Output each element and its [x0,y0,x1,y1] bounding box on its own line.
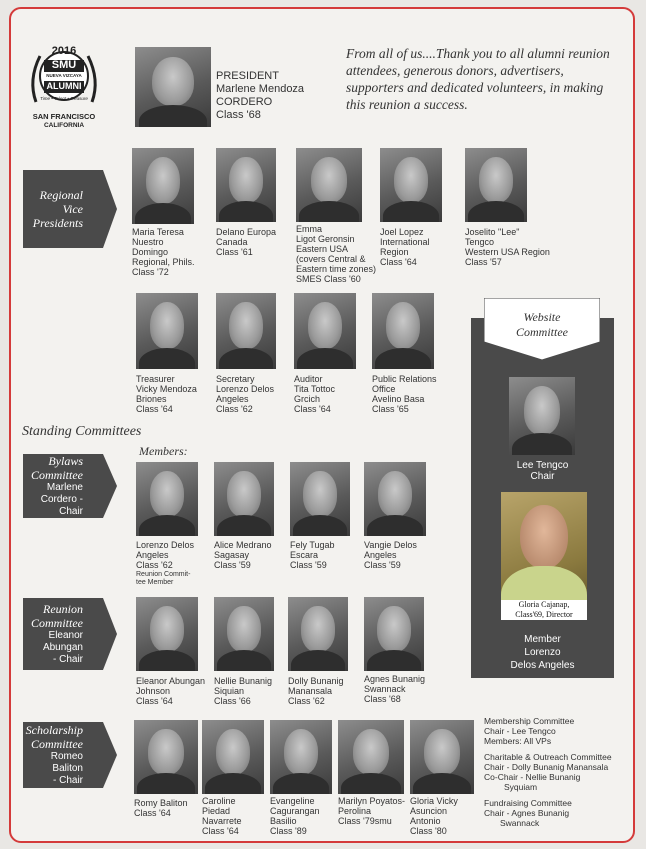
regional-vp-caption: Maria Teresa Nuestro Domingo Regional, Phils. Class '72 [132,227,195,277]
reunion-committee-label: Reunion Committee Eleanor Abungan - Chair [23,598,103,670]
logo-sub: NUEVA VIZCAYA [46,73,82,78]
officer-caption: Public Relations Office Avelino Basa Class '65 [372,374,437,414]
charitable-committee: Charitable & Outreach Committee Chair - Dolly Bunanig Manansala Co-Chair - Nellie Bunanig Syquiam [484,752,612,792]
reunion-member-caption: Dolly Bunanig Manansala Class '62 [288,676,344,706]
bylaws-member-caption: Fely Tugab Escara Class '59 [290,540,335,570]
scholarship-member-photo [134,720,198,794]
logo-motto: Time • Talent • Treasure [40,96,88,101]
officer-caption: Secretary Lorenzo Delos Angeles Class '62 [216,374,275,414]
officer-photo [136,293,198,369]
logo-state: CALIFORNIA [43,122,85,129]
bylaws-member-caption: Lorenzo Delos Angeles Class '62 [136,540,195,570]
website-chair-caption: Lee Tengco Chair [516,460,569,482]
reunion-member-caption: Agnes Bunanig Swannack Class '68 [364,674,426,704]
membership-committee: Membership Committee Chair - Lee Tengco Members: All VPs [484,716,575,746]
bylaws-committee-label: Bylaws Committee Marlene Cordero - Chair [23,454,103,518]
regional-vp-caption: Joel Lopez International Region Class '64 [380,227,430,267]
other-committees [484,716,612,828]
regional-vp-caption: Emma Ligot Geronsin Eastern USA (covers Central & Eastern time zones) SMES Class '60 [296,224,377,284]
regional-vp-label: Regional Vice Presidents [23,170,103,248]
regional-vp-photo [216,148,276,222]
president-title: PRESIDENT [216,70,279,82]
reunion-member-caption: Nellie Bunanig Siquian Class '66 [214,676,273,706]
president-photo [135,47,211,127]
members-label: Members: [139,444,188,458]
regional-vp-caption: Delano Europa Canada Class '61 [216,227,277,257]
scholarship-member-photo [270,720,332,794]
officer-caption: Treasurer Vicky Mendoza Briones Class '64 [136,374,197,414]
scholarship-member-photo [338,720,404,794]
logo-alumni: ALUMNI [46,81,82,91]
logo-org: SMU [51,59,77,71]
reunion-member-caption: Eleanor Abungan Johnson Class '64 [136,676,206,706]
fundraising-committee: Fundraising Committee Chair - Agnes Bunanig Swannack [484,798,572,828]
gloria-caption: Gloria Cajanap, Class'69, Director [501,600,587,620]
thank-you-message: From all of us....Thank you to all alumni reunion attendees, generous donors, advertisers, supporters and dedicated volunteers, in making this reunion a success. [346,46,610,112]
regional-vp-photo [380,148,442,222]
president-name1: Marlene Mendoza [216,83,305,95]
officer-photo [294,293,356,369]
president-name2: CORDERO [216,96,273,108]
bylaws-member-note: Reunion Commit- tee Member [136,571,191,586]
scholarship-member-photo [410,720,474,794]
officer-caption: Auditor Tita Tottoc Grcich Class '64 [294,374,336,414]
smu-alumni-logo [26,42,102,134]
standing-committees-heading: Standing Committees [22,424,142,439]
logo-year: 2016 [51,45,77,57]
officer-photo [216,293,276,369]
scholarship-member-caption: Caroline Piedad Navarrete Class '64 [202,796,242,836]
scholarship-member-caption: Marilyn Poyatos- Perolina Class '79smu [338,796,406,826]
president-info [216,70,304,122]
scholarship-committee-label: Scholarship Committee Romeo Baliton - Chair [23,722,103,788]
reunion-member-photo [364,597,424,671]
bylaws-member-caption: Vangie Delos Angeles Class '59 [364,540,417,570]
reunion-member-photo [288,597,348,671]
website-committee-title: Website Committee [516,310,568,339]
website-chair-photo [509,377,575,455]
officer-photo [372,293,434,369]
website-member-caption: Member Lorenzo Delos Angeles [510,634,575,671]
bylaws-member-photo [364,462,426,536]
bylaws-member-caption: Alice Medrano Sagasay Class '59 [214,540,272,570]
scholarship-member-caption: Gloria Vicky Asuncion Antonio Class '80 [410,796,458,836]
regional-vp-photo [132,148,194,224]
bylaws-member-photo [214,462,274,536]
logo-city: SAN FRANCISCO [32,112,96,121]
bylaws-member-photo [290,462,350,536]
regional-vp-caption: Joselito "Lee" Tengco Western USA Region Class '57 [465,227,550,267]
reunion-member-photo [136,597,198,671]
regional-vp-photo [296,148,362,222]
scholarship-member-caption: Romy Baliton Class '64 [134,798,188,818]
reunion-member-photo [214,597,274,671]
scholarship-member-photo [202,720,264,794]
scholarship-member-caption: Evangeline Cagurangan Basilio Class '89 [270,796,320,836]
bylaws-member-photo [136,462,198,536]
regional-vp-photo [465,148,527,222]
president-class: Class '68 [216,109,261,121]
